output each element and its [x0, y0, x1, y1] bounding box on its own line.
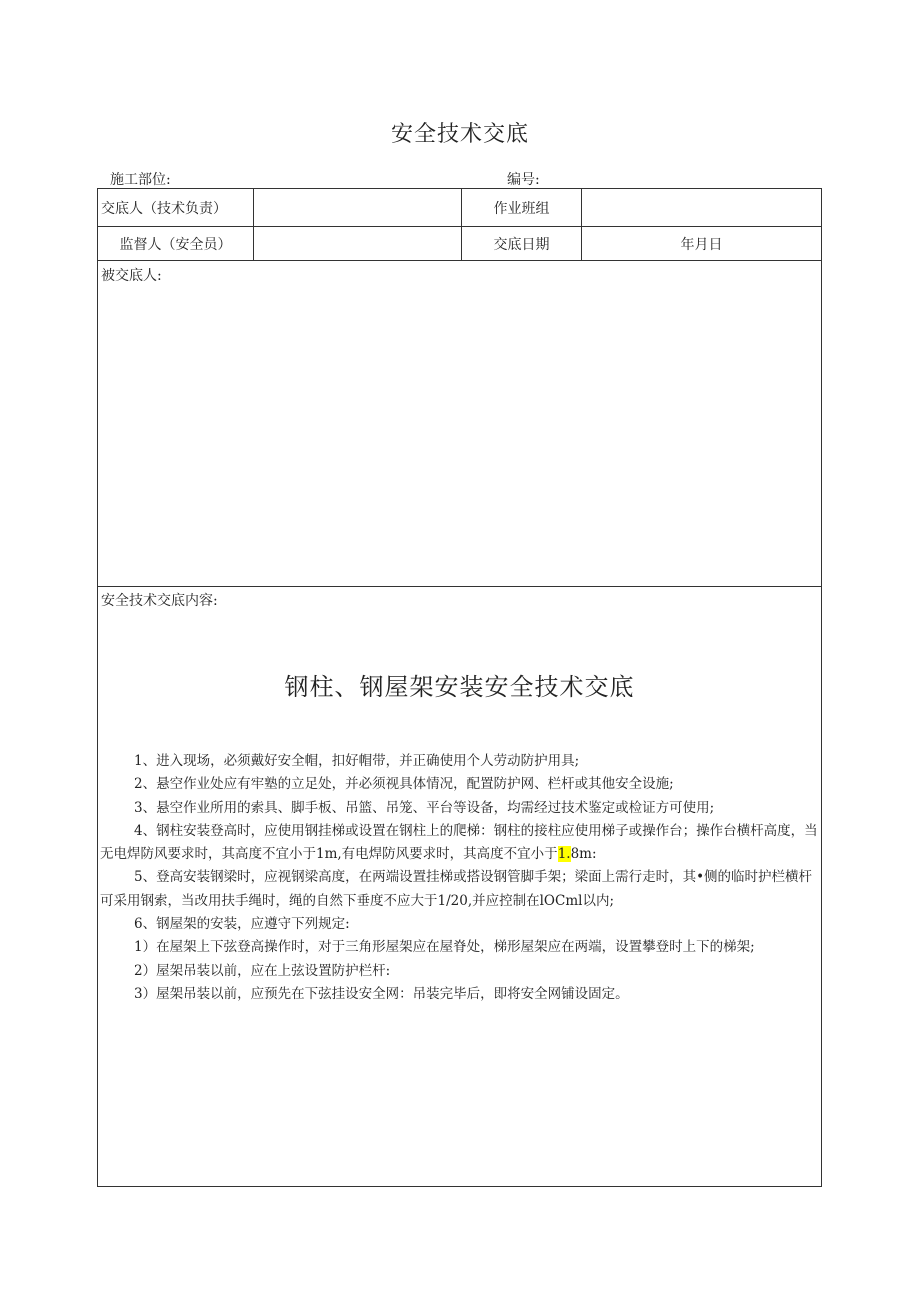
highlighted-text: 1.	[557, 846, 571, 863]
list-item: 5、登高安装钢梁时，应视钢梁高度，在两端设置挂梯或搭设钢管脚手架；梁面上需行走时，其•侧的临时护栏横杆可采用钢索，当改用扶手绳时，绳的自然下垂度不应大于1/20,并应控制在lOCml以内;	[100, 869, 813, 909]
page-title: 安全技术交底	[390, 122, 529, 147]
supervisor-label: 监督人（安全员）	[98, 227, 254, 260]
team-field[interactable]	[582, 189, 821, 226]
recipients-label: 被交底人:	[101, 268, 162, 284]
list-item: 3、悬空作业所用的索具、脚手板、吊篮、吊笼、平台等设备，均需经过技术鉴定或检证方可使用;	[134, 799, 715, 816]
number-label: 编号:	[507, 172, 540, 188]
team-label: 作业班组	[462, 189, 582, 226]
form-row-supervisor	[98, 227, 821, 261]
document-title: 钢柱、钢屋架安装安全技术交底	[284, 673, 635, 701]
discloser-label: 交底人（技术负责）	[98, 189, 254, 226]
item-4-text-end: 8m:	[570, 846, 597, 863]
item-4-text: 4、钢柱安装登高时，应使用钢挂梯或设置在钢柱上的爬梯：钢柱的接柱应使用梯子或操作台；操作台横杆高度，当无电焊防风要求时，其高度不宜小于1m,有电焊防风要求时，其高度不宜小于	[100, 822, 818, 863]
discloser-field[interactable]	[254, 189, 462, 226]
list-item: 1）在屋架上下弦登高操作时，对于三角形屋架应在屋脊处，梯形屋架应在两端，设置攀登时上下的梯架;	[134, 939, 755, 956]
list-item: 2、悬空作业处应有牢塾的立足处，并必须视具体情况，配置防护网、栏杆或其他安全设施;	[134, 776, 674, 793]
list-item	[100, 820, 820, 867]
supervisor-field[interactable]	[254, 227, 462, 260]
location-label: 施工部位:	[110, 172, 171, 188]
form-row-discloser	[98, 189, 821, 227]
date-label: 交底日期	[462, 227, 582, 260]
content-label: 安全技术交底内容:	[101, 593, 218, 609]
list-item: 1、进入现场，必须戴好安全帽，扣好帽带，并正确使用个人劳动防护用具;	[134, 753, 580, 769]
recipients-section[interactable]	[98, 261, 821, 587]
item-list	[100, 750, 820, 1006]
content-section	[98, 587, 821, 1186]
list-item: 2）屋架吊装以前，应在上弦设置防护栏杆:	[134, 962, 391, 979]
list-item: 3）屋架吊装以前，应预先在下弦挂设安全网：吊装完毕后，即将安全网铺设固定。	[134, 985, 629, 1002]
date-field[interactable]: 年月日	[680, 236, 723, 253]
list-item: 6、钢屋架的安装，应遵守下列规定:	[134, 916, 350, 933]
disclosure-form	[97, 188, 822, 1187]
